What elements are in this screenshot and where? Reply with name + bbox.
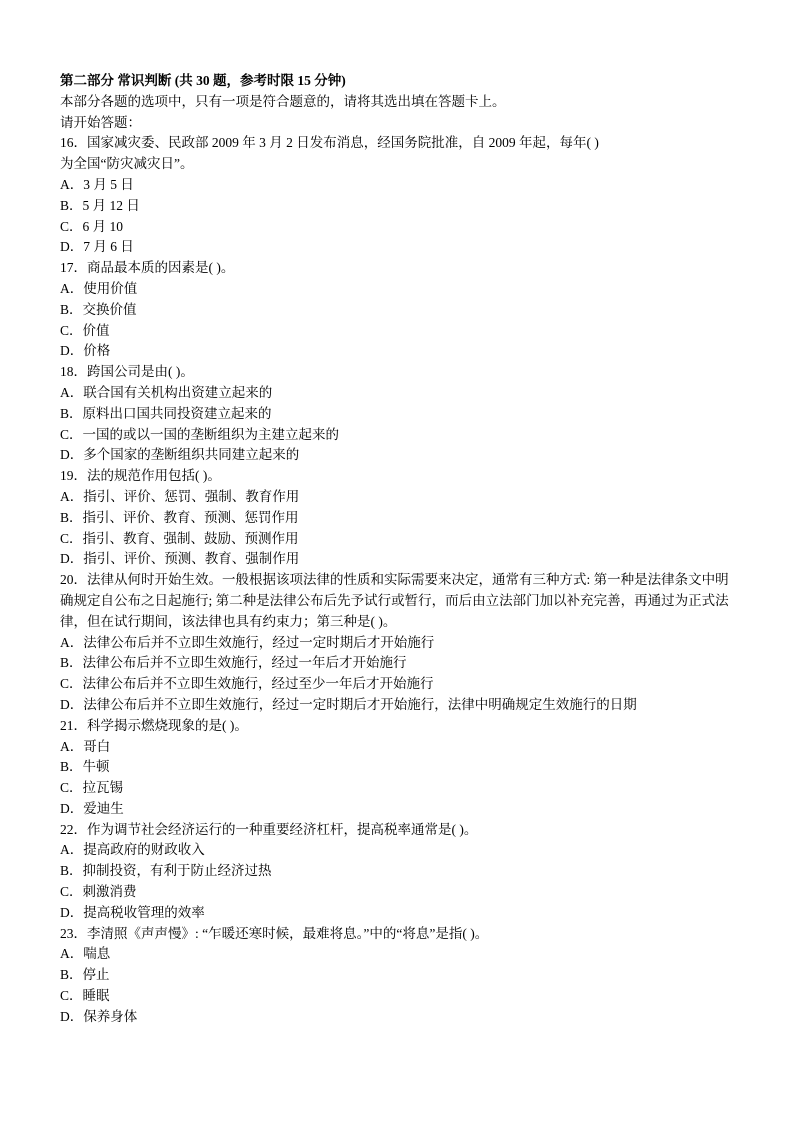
- option-c: C．法律公布后并不立即生效施行，经过至少一年后才开始施行: [60, 676, 434, 692]
- question-17: [60, 258, 750, 362]
- option-b: B．牛顿: [60, 759, 110, 775]
- question-stem: [60, 466, 750, 487]
- question-number: 17．: [60, 260, 87, 276]
- question-text: 科学揭示燃烧现象的是( )。: [87, 717, 248, 733]
- option-d: D．爱迪生: [60, 800, 124, 816]
- question-text: 国家减灾委、民政部 2009 年 3 月 2 日发布消息，经国务院批准，自 2009 年起，每年( ): [87, 135, 599, 151]
- option-b: B．指引、评价、教育、预测、惩罚作用: [60, 509, 299, 525]
- option-d: D．法律公布后并不立即生效施行，经过一定时期后才开始施行，法律中明确规定生效施行的日期: [60, 696, 637, 712]
- question-stem: [60, 924, 750, 945]
- option-a: A．喘息: [60, 946, 111, 962]
- option-b: B．法律公布后并不立即生效施行，经过一年后才开始施行: [60, 655, 407, 671]
- option-b: B．5 月 12 日: [60, 197, 140, 213]
- option-d: D．多个国家的垄断组织共同建立起来的: [60, 447, 300, 463]
- instructions: 本部分各题的选项中，只有一项是符合题意的，请将其选出填在答题卡上。: [60, 93, 506, 109]
- question-21: [60, 716, 750, 820]
- option-c: C．拉瓦锡: [60, 780, 124, 796]
- exam-page: [60, 71, 750, 1028]
- question-number: 21．: [60, 717, 87, 733]
- question-number: 23．: [60, 925, 87, 941]
- question-18: [60, 362, 750, 466]
- question-stem: [60, 362, 750, 383]
- option-a: A．使用价值: [60, 280, 138, 296]
- question-text-continued: 律，但在试行期间，该法律也具有约束力；第三种是( )。: [60, 613, 397, 629]
- question-19: [60, 466, 750, 570]
- question-stem: [60, 133, 750, 154]
- option-d: D．指引、评价、预测、教育、强制作用: [60, 551, 300, 567]
- question-number: 20．: [60, 572, 87, 588]
- option-a: A．联合国有关机构出资建立起来的: [60, 384, 273, 400]
- question-text: 作为调节社会经济运行的一种重要经济杠杆，提高税率通常是( )。: [87, 821, 478, 837]
- question-stem: [60, 258, 750, 279]
- option-a: A．哥白: [60, 738, 111, 754]
- question-number: 22．: [60, 821, 87, 837]
- option-a: A．法律公布后并不立即生效施行，经过一定时期后才开始施行: [60, 634, 435, 650]
- option-c: C．一国的或以一国的垄断组织为主建立起来的: [60, 426, 340, 442]
- option-c: C．刺激消费: [60, 884, 137, 900]
- option-c: C．睡眠: [60, 988, 110, 1004]
- question-22: [60, 820, 750, 924]
- option-d: D．提高税收管理的效率: [60, 904, 205, 920]
- option-c: C．6 月 10: [60, 218, 124, 234]
- question-number: 19．: [60, 468, 87, 484]
- start-prompt: 请开始答题：: [60, 114, 141, 130]
- question-stem: [60, 570, 750, 591]
- question-text-continued: 为全国“防灾减灾日”。: [60, 156, 194, 172]
- option-c: C．价值: [60, 322, 110, 338]
- question-text: 李清照《声声慢》: “乍暖还寒时候，最难将息。”中的“将息”是指( )。: [87, 925, 489, 941]
- question-text-continued: 确规定自公布之日起施行; 第二种是法律公布后先予试行或暂行，而后由立法部门加以补充完善，再通过为正式法: [60, 592, 729, 608]
- question-23: [60, 924, 750, 1028]
- question-number: 18．: [60, 364, 87, 380]
- question-text: 法的规范作用包括( )。: [87, 468, 221, 484]
- question-16: [60, 133, 750, 258]
- option-a: A．提高政府的财政收入: [60, 842, 205, 858]
- option-b: B．抑制投资，有利于防止经济过热: [60, 863, 272, 879]
- option-d: D．保养身体: [60, 1008, 138, 1024]
- question-text: 商品最本质的因素是( )。: [87, 260, 235, 276]
- option-b: B．停止: [60, 967, 110, 983]
- option-d: D．价格: [60, 343, 111, 359]
- option-a: A．3 月 5 日: [60, 176, 134, 192]
- option-d: D．7 月 6 日: [60, 239, 134, 255]
- option-a: A．指引、评价、惩罚、强制、教育作用: [60, 488, 300, 504]
- option-c: C．指引、教育、强制、鼓励、预测作用: [60, 530, 299, 546]
- question-text: 法律从何时开始生效。一般根据该项法律的性质和实际需要来决定，通常有三种方式: 第一种是法律条文中明: [87, 572, 729, 588]
- question-stem: [60, 716, 750, 737]
- question-number: 16．: [60, 135, 87, 151]
- option-b: B．交换价值: [60, 301, 137, 317]
- section-title: 第二部分 常识判断 (共 30 题，参考时限 15 分钟): [60, 73, 346, 88]
- option-b: B．原料出口国共同投资建立起来的: [60, 405, 272, 421]
- question-text: 跨国公司是由( )。: [87, 364, 194, 380]
- question-stem: [60, 820, 750, 841]
- question-20: [60, 570, 750, 716]
